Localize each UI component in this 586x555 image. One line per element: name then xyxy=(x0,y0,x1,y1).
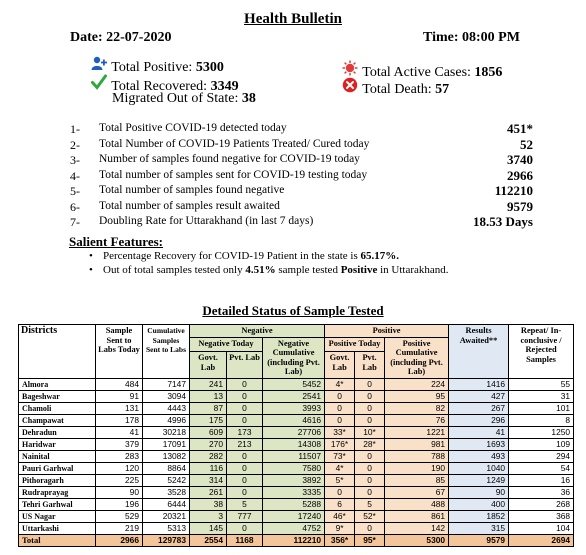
neg-cumulative: 5452 xyxy=(263,378,325,390)
sent-today: 91 xyxy=(96,390,143,402)
repeat-rejected: 109 xyxy=(509,438,574,450)
neg-govt: 13 xyxy=(190,390,227,402)
neg-pvt: 0 xyxy=(227,378,263,390)
cumulative-samples: 30218 xyxy=(143,426,190,438)
results-awaited: 315 xyxy=(449,522,509,534)
pos-pvt: 0 xyxy=(355,414,385,426)
item-value: 112210 xyxy=(494,183,533,198)
total-active-label: Total Active Cases: xyxy=(362,65,471,80)
item-value: 3740 xyxy=(507,152,533,167)
results-awaited: 1852 xyxy=(449,510,509,522)
pos-govt: 5* xyxy=(325,474,355,486)
error-icon xyxy=(341,77,359,98)
pos-govt: 0 xyxy=(325,390,355,402)
cumulative-samples: 6444 xyxy=(143,498,190,510)
pos-govt-lab-header: Govt. Lab xyxy=(325,352,355,378)
repeat-rejected: 55 xyxy=(509,378,574,390)
pos-cumulative: 224 xyxy=(385,378,449,390)
neg-cumulative: 27706 xyxy=(263,426,325,438)
neg-cumulative: 5288 xyxy=(263,498,325,510)
item-text: Total Number of COVID-19 Patients Treated/ Cured today xyxy=(99,138,370,150)
pos-govt: 4* xyxy=(325,462,355,474)
pos-pvt: 5 xyxy=(355,498,385,510)
item-value: 451* xyxy=(507,121,533,136)
item-text: Total Positive COVID-19 detected today xyxy=(99,122,287,134)
neg-govt: 87 xyxy=(190,402,227,414)
negative-header: Negative xyxy=(190,325,325,338)
pos-govt: 73* xyxy=(325,450,355,462)
results-awaited: 1249 xyxy=(449,474,509,486)
cumulative-samples: 20321 xyxy=(143,510,190,522)
pos-govt: 4* xyxy=(325,378,355,390)
pos-govt: 6 xyxy=(325,498,355,510)
item-value: 9579 xyxy=(507,199,533,214)
total-row xyxy=(19,534,574,546)
total-positive xyxy=(90,56,224,76)
sent-today: 484 xyxy=(96,378,143,390)
item-number: 2- xyxy=(70,138,80,152)
cumulative-samples: 5242 xyxy=(143,474,190,486)
salient-text: Percentage Recovery for COVID-19 Patient in the state is xyxy=(103,250,361,262)
pos-cumulative: 82 xyxy=(385,402,449,414)
pos-pvt: 52* xyxy=(355,510,385,522)
item-text: Doubling Rate for Uttarakhand (in last 7 days) xyxy=(99,215,314,227)
cumulative-header: Cumulative Samples Sent to Labs xyxy=(143,325,190,379)
repeat-rejected: 268 xyxy=(509,498,574,510)
pos-pvt: 0 xyxy=(355,462,385,474)
districts-header: Districts xyxy=(19,325,96,379)
neg-pvt: 0 xyxy=(227,474,263,486)
pos-cumulative: 142 xyxy=(385,522,449,534)
item-value: 52 xyxy=(520,137,533,152)
cumulative-samples: 17091 xyxy=(143,438,190,450)
migrated-value: 38 xyxy=(241,91,256,106)
table-row xyxy=(19,402,574,414)
item-text: Total number of samples sent for COVID-19 testing today xyxy=(99,169,368,181)
neg-pvt: 1168 xyxy=(227,534,263,546)
pos-govt: 33* xyxy=(325,426,355,438)
pos-pvt: 10* xyxy=(355,426,385,438)
positive-header: Positive xyxy=(325,325,449,338)
sent-today: 219 xyxy=(96,522,143,534)
total-death xyxy=(341,77,449,98)
pos-govt: 356* xyxy=(325,534,355,546)
cumulative-samples: 8864 xyxy=(143,462,190,474)
sent-today: 283 xyxy=(96,450,143,462)
item-number: 3- xyxy=(70,153,80,167)
table-row xyxy=(19,474,574,486)
total-death-value: 57 xyxy=(435,82,450,97)
neg-pvt: 0 xyxy=(227,450,263,462)
table-row xyxy=(19,438,574,450)
item-value: 2966 xyxy=(507,168,533,183)
repeat-rejected: 294 xyxy=(509,450,574,462)
pos-govt: 46* xyxy=(325,510,355,522)
repeat-rejected: 8 xyxy=(509,414,574,426)
neg-govt: 314 xyxy=(190,474,227,486)
sent-today: 41 xyxy=(96,426,143,438)
page-title: Health Bulletin xyxy=(244,11,342,27)
repeat-header: Repeat/ In-conclusive / Rejected Samples xyxy=(509,325,574,379)
results-awaited: 9579 xyxy=(449,534,509,546)
sent-today-header: Sample Sent to Labs Today xyxy=(96,325,143,379)
cumulative-samples: 3528 xyxy=(143,486,190,498)
item-value: 18.53 Days xyxy=(473,214,533,229)
district-name: Uttarkashi xyxy=(19,522,96,534)
table-row xyxy=(19,498,574,510)
repeat-rejected: 16 xyxy=(509,474,574,486)
sent-today: 90 xyxy=(96,486,143,498)
positive-cumulative-header: Positive Cumulative (including Pvt. Lab) xyxy=(385,337,449,378)
pos-cumulative: 981 xyxy=(385,438,449,450)
sent-today: 225 xyxy=(96,474,143,486)
neg-cumulative: 3993 xyxy=(263,402,325,414)
neg-pvt: 0 xyxy=(227,462,263,474)
pos-pvt: 28* xyxy=(355,438,385,450)
bulletin-time: Time: 08:00 PM xyxy=(423,30,520,45)
item-text: Number of samples found negative for COVID-19 today xyxy=(99,153,360,165)
sent-today: 379 xyxy=(96,438,143,450)
neg-cumulative: 3892 xyxy=(263,474,325,486)
item-number: 5- xyxy=(70,184,80,198)
table-row xyxy=(19,450,574,462)
results-awaited: 90 xyxy=(449,486,509,498)
recovery-percent: 65.17%. xyxy=(360,250,400,262)
results-awaited: 1693 xyxy=(449,438,509,450)
item-text: Total number of samples result awaited xyxy=(99,200,280,212)
repeat-rejected: 36 xyxy=(509,486,574,498)
item-number: 7- xyxy=(70,215,80,229)
repeat-rejected: 54 xyxy=(509,462,574,474)
cumulative-samples: 4443 xyxy=(143,402,190,414)
negative-cumulative-header: Negative Cumulative (including Pvt. Lab) xyxy=(263,337,325,378)
neg-cumulative: 3335 xyxy=(263,486,325,498)
neg-govt: 145 xyxy=(190,522,227,534)
table-row xyxy=(19,426,574,438)
cumulative-samples: 4996 xyxy=(143,414,190,426)
positive-word: Positive xyxy=(340,264,378,276)
neg-cumulative: 11507 xyxy=(263,450,325,462)
add-user-icon xyxy=(90,56,108,76)
salient-heading: Salient Features: xyxy=(69,234,163,249)
neg-cumulative: 4752 xyxy=(263,522,325,534)
results-awaited: 493 xyxy=(449,450,509,462)
pos-cumulative: 95 xyxy=(385,390,449,402)
sample-status-table xyxy=(18,324,574,547)
pos-pvt: 0 xyxy=(355,474,385,486)
table-row xyxy=(19,522,574,534)
table-row xyxy=(19,510,574,522)
neg-pvt: 777 xyxy=(227,510,263,522)
pos-pvt: 0 xyxy=(355,486,385,498)
migrated-out xyxy=(112,91,256,107)
district-name: Almora xyxy=(19,378,96,390)
neg-govt: 270 xyxy=(190,438,227,450)
district-name: Chamoli xyxy=(19,402,96,414)
table-row xyxy=(19,462,574,474)
pos-pvt-lab-header: Pvt. Lab xyxy=(355,352,385,378)
pos-pvt: 0 xyxy=(355,402,385,414)
item-text: Total number of samples found negative xyxy=(99,184,285,196)
district-name: US Nagar xyxy=(19,510,96,522)
pos-pvt: 0 xyxy=(355,450,385,462)
neg-govt: 609 xyxy=(190,426,227,438)
item-number: 6- xyxy=(70,200,80,214)
neg-cumulative: 14308 xyxy=(263,438,325,450)
cumulative-samples: 129783 xyxy=(143,534,190,546)
district-name: Total xyxy=(19,534,96,546)
positive-today-header: Positive Today xyxy=(325,337,385,352)
district-name: Champawat xyxy=(19,414,96,426)
neg-pvt: 0 xyxy=(227,402,263,414)
pos-cumulative: 1221 xyxy=(385,426,449,438)
neg-govt-lab-header: Govt. Lab xyxy=(190,352,227,378)
neg-pvt: 0 xyxy=(227,390,263,402)
neg-govt: 38 xyxy=(190,498,227,510)
neg-pvt: 0 xyxy=(227,414,263,426)
check-icon xyxy=(90,74,108,95)
sent-today: 178 xyxy=(96,414,143,426)
district-name: Haridwar xyxy=(19,438,96,450)
sent-today: 2966 xyxy=(96,534,143,546)
neg-govt: 3 xyxy=(190,510,227,522)
pos-cumulative: 5300 xyxy=(385,534,449,546)
results-awaited: 427 xyxy=(449,390,509,402)
detailed-status-heading: Detailed Status of Sample Tested xyxy=(202,303,384,318)
repeat-rejected: 368 xyxy=(509,510,574,522)
neg-pvt-lab-header: Pvt. Lab xyxy=(227,352,263,378)
pos-govt: 0 xyxy=(325,402,355,414)
results-awaited: 267 xyxy=(449,402,509,414)
neg-govt: 2554 xyxy=(190,534,227,546)
bulletin-date: Date: 22-07-2020 xyxy=(70,30,172,45)
neg-cumulative: 7580 xyxy=(263,462,325,474)
table-row xyxy=(19,378,574,390)
pos-cumulative: 76 xyxy=(385,414,449,426)
cumulative-samples: 3094 xyxy=(143,390,190,402)
salient-bullet-1 xyxy=(103,250,399,262)
repeat-rejected: 2694 xyxy=(509,534,574,546)
district-name: Rudraprayag xyxy=(19,486,96,498)
repeat-rejected: 104 xyxy=(509,522,574,534)
pos-cumulative: 488 xyxy=(385,498,449,510)
total-positive-value: 5300 xyxy=(195,60,224,75)
salient-text: in Uttarakhand. xyxy=(377,264,449,276)
results-awaited-header: Results Awaited** xyxy=(449,325,509,379)
repeat-rejected: 1250 xyxy=(509,426,574,438)
table-row xyxy=(19,486,574,498)
pos-govt: 176* xyxy=(325,438,355,450)
pos-pvt: 0 xyxy=(355,522,385,534)
neg-pvt: 0 xyxy=(227,522,263,534)
total-recovered-label: Total Recovered: xyxy=(111,79,208,94)
neg-pvt: 213 xyxy=(227,438,263,450)
cumulative-samples: 13082 xyxy=(143,450,190,462)
results-awaited: 1416 xyxy=(449,378,509,390)
pos-cumulative: 788 xyxy=(385,450,449,462)
neg-govt: 241 xyxy=(190,378,227,390)
pos-govt: 9* xyxy=(325,522,355,534)
total-recovered-value: 3349 xyxy=(210,79,239,94)
neg-govt: 282 xyxy=(190,450,227,462)
salient-text: Out of total samples tested only xyxy=(103,264,246,276)
sent-today: 529 xyxy=(96,510,143,522)
total-death-label: Total Death: xyxy=(362,82,432,97)
cumulative-samples: 5313 xyxy=(143,522,190,534)
district-name: Tehri Garhwal xyxy=(19,498,96,510)
repeat-rejected: 31 xyxy=(509,390,574,402)
neg-pvt: 173 xyxy=(227,426,263,438)
neg-cumulative: 17240 xyxy=(263,510,325,522)
neg-pvt: 0 xyxy=(227,486,263,498)
district-name: Nainital xyxy=(19,450,96,462)
total-positive-label: Total Positive: xyxy=(111,60,193,75)
pos-govt: 0 xyxy=(325,486,355,498)
district-name: Dehradun xyxy=(19,426,96,438)
district-name: Pauri Garhwal xyxy=(19,462,96,474)
repeat-rejected: 101 xyxy=(509,402,574,414)
pos-govt: 0 xyxy=(325,414,355,426)
table-row xyxy=(19,390,574,402)
neg-cumulative: 2541 xyxy=(263,390,325,402)
results-awaited: 1040 xyxy=(449,462,509,474)
neg-cumulative: 4616 xyxy=(263,414,325,426)
pos-cumulative: 85 xyxy=(385,474,449,486)
salient-text: sample tested xyxy=(275,264,341,276)
item-number: 4- xyxy=(70,169,80,183)
neg-pvt: 5 xyxy=(227,498,263,510)
pos-cumulative: 190 xyxy=(385,462,449,474)
sent-today: 120 xyxy=(96,462,143,474)
neg-govt: 261 xyxy=(190,486,227,498)
district-name: Bageshwar xyxy=(19,390,96,402)
table-row xyxy=(19,414,574,426)
pos-cumulative: 67 xyxy=(385,486,449,498)
results-awaited: 296 xyxy=(449,414,509,426)
sent-today: 196 xyxy=(96,498,143,510)
negative-today-header: Negative Today xyxy=(190,337,263,352)
results-awaited: 41 xyxy=(449,426,509,438)
pos-cumulative: 861 xyxy=(385,510,449,522)
neg-cumulative: 112210 xyxy=(263,534,325,546)
results-awaited: 400 xyxy=(449,498,509,510)
positive-percent: 4.51% xyxy=(245,264,276,276)
pos-pvt: 0 xyxy=(355,378,385,390)
sent-today: 131 xyxy=(96,402,143,414)
neg-govt: 116 xyxy=(190,462,227,474)
pos-pvt: 95* xyxy=(355,534,385,546)
salient-bullet-2 xyxy=(103,264,449,276)
neg-govt: 175 xyxy=(190,414,227,426)
total-active-value: 1856 xyxy=(474,65,503,80)
cumulative-samples: 7147 xyxy=(143,378,190,390)
migrated-label: Migrated Out of State: xyxy=(112,91,239,106)
district-name: Pithoragarh xyxy=(19,474,96,486)
item-number: 1- xyxy=(70,122,80,136)
pos-pvt: 0 xyxy=(355,390,385,402)
